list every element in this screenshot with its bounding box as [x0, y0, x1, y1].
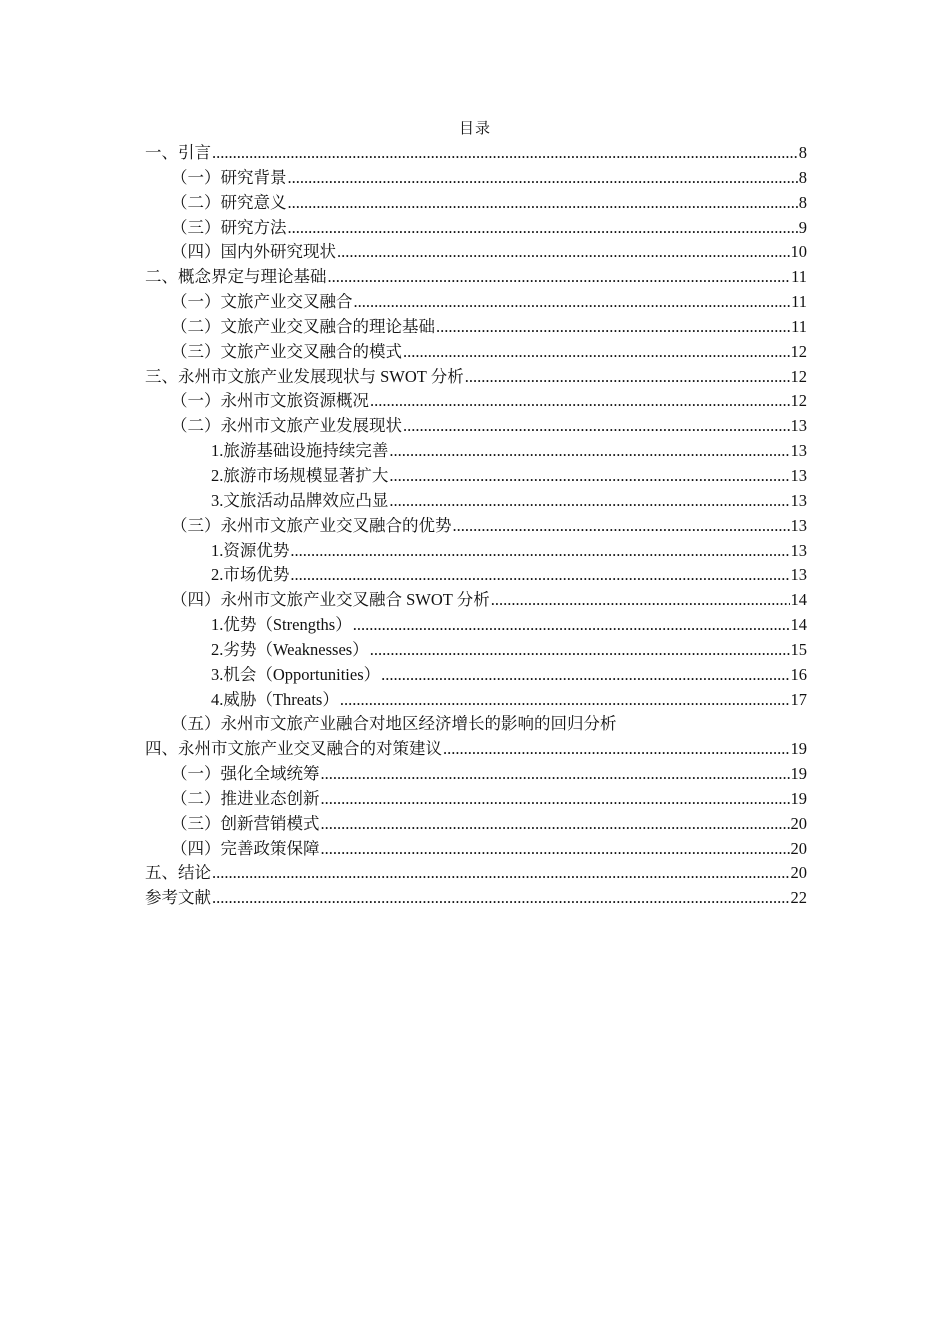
toc-entry-label: 2.旅游市场规模显著扩大: [211, 465, 389, 485]
toc-dot-leader: [321, 812, 790, 837]
toc-entry-label: 一、引言: [145, 143, 211, 162]
toc-entry[interactable]: [145, 464, 807, 489]
toc-dot-leader: [389, 489, 789, 514]
toc-entry[interactable]: [145, 837, 807, 862]
toc-entry[interactable]: [145, 365, 807, 390]
toc-dot-leader: [290, 563, 789, 588]
toc-entry[interactable]: [145, 563, 807, 588]
toc-entry[interactable]: [145, 787, 807, 812]
toc-entry-page-number: 11: [791, 292, 807, 312]
toc-entry-label: （一）文旅产业交叉融合: [171, 292, 353, 312]
toc-entry[interactable]: [145, 265, 807, 290]
toc-entry-page-number: 14: [790, 590, 807, 610]
toc-entry-page-number: 12: [790, 341, 807, 361]
toc-entry-label: （五）永州市文旅产业融合对地区经济增长的影响的回归分析: [171, 714, 617, 734]
toc-entry-label: （一）研究背景: [171, 167, 287, 187]
toc-entry[interactable]: [145, 762, 807, 787]
toc-entry[interactable]: [145, 489, 807, 514]
toc-entry[interactable]: [145, 340, 807, 365]
toc-entry[interactable]: [145, 414, 807, 439]
toc-dot-leader: [212, 886, 790, 911]
toc-entry-page-number: 19: [790, 739, 807, 759]
toc-entry-page-number: 19: [790, 788, 807, 808]
toc-dot-leader: [389, 464, 789, 489]
toc-entry[interactable]: [145, 688, 807, 713]
toc-entry[interactable]: [145, 240, 807, 265]
toc-dot-leader: [389, 439, 789, 464]
toc-entry-page-number: 13: [790, 565, 807, 585]
toc-entry[interactable]: [145, 588, 807, 613]
toc-entry-label: （二）推进业态创新: [171, 788, 320, 808]
toc-entry-page-number: 13: [790, 540, 807, 560]
toc-entry[interactable]: [145, 514, 807, 539]
toc-dot-leader: [321, 837, 790, 862]
toc-entry-label: （三）永州市文旅产业交叉融合的优势: [171, 515, 452, 535]
toc-entry-page-number: 14: [790, 615, 807, 635]
toc-dot-leader: [290, 539, 789, 564]
toc-entry-page-number: 13: [790, 515, 807, 535]
toc-dot-leader: [288, 166, 798, 191]
toc-entry[interactable]: [145, 737, 807, 762]
toc-dot-leader: [340, 688, 790, 713]
toc-entry-page-number: 13: [790, 490, 807, 510]
toc-entry-label: 1.优势（Strengths）: [211, 615, 352, 635]
toc-entry-label: （三）创新营销模式: [171, 813, 320, 833]
toc-entry-label: （一）强化全域统筹: [171, 764, 320, 784]
toc-entry-page-number: 22: [790, 888, 807, 908]
toc-entry[interactable]: [145, 191, 807, 216]
toc-dot-leader: [353, 613, 790, 638]
toc-entry-label: 四、永州市文旅产业交叉融合的对策建议: [145, 739, 442, 759]
toc-entry-page-number: 15: [790, 639, 807, 659]
toc-entry-page-number: 17: [790, 689, 807, 709]
toc-entry-label: 二、概念界定与理论基础: [145, 267, 327, 287]
toc-entry[interactable]: [145, 638, 807, 663]
toc-entry-page-number: 12: [790, 391, 807, 411]
toc-entry[interactable]: [145, 216, 807, 241]
toc-entry-label: 3.机会（Opportunities）: [211, 664, 381, 684]
toc-entry-label: （四）完善政策保障: [171, 838, 320, 858]
toc-dot-leader: [453, 514, 790, 539]
toc-entry[interactable]: [145, 439, 807, 464]
toc-entry[interactable]: [145, 812, 807, 837]
toc-dot-leader: [212, 861, 790, 886]
toc-dot-leader: [403, 414, 790, 439]
toc-dot-leader: [288, 216, 798, 241]
toc-dot-leader: [465, 365, 790, 390]
toc-entry-page-number: 20: [790, 838, 807, 858]
toc-entry-label: 三、永州市文旅产业发展现状与 SWOT 分析: [145, 366, 464, 386]
toc-entry-label: （四）国内外研究现状: [171, 242, 336, 262]
toc-dot-leader: [337, 240, 790, 265]
toc-entry-label: 1.旅游基础设施持续完善: [211, 441, 389, 461]
toc-dot-leader: [370, 638, 790, 663]
toc-entry[interactable]: [145, 141, 807, 166]
toc-entry-label: 2.市场优势: [211, 565, 290, 585]
toc-entry[interactable]: [145, 166, 807, 191]
toc-entry-label: 4.威胁（Threats）: [211, 689, 339, 709]
toc-dot-leader: [403, 340, 790, 365]
toc-title: 目录: [458, 121, 491, 137]
toc-entry-page-number: 16: [790, 664, 807, 684]
toc-dot-leader: [321, 787, 790, 812]
toc-entry-page-number: 12: [790, 366, 807, 386]
toc-entry-label: 2.劣势（Weaknesses）: [211, 639, 369, 659]
toc-entry-page-number: 10: [790, 242, 807, 262]
toc-entry[interactable]: [145, 712, 807, 737]
toc-dot-leader: [491, 588, 790, 613]
toc-entry-page-number: 8: [798, 143, 807, 162]
toc-dot-leader: [354, 290, 791, 315]
toc-entry-label: （三）文旅产业交叉融合的模式: [171, 341, 402, 361]
toc-dot-leader: [328, 265, 791, 290]
toc-entry[interactable]: [145, 861, 807, 886]
toc-entry[interactable]: [145, 290, 807, 315]
toc-dot-leader: [443, 737, 790, 762]
toc-entry-label: 3.文旅活动品牌效应凸显: [211, 490, 389, 510]
toc-entry-page-number: 13: [790, 465, 807, 485]
toc-entry-page-number: 13: [790, 441, 807, 461]
toc-entry-page-number: 19: [790, 764, 807, 784]
toc-entry-page-number: 11: [791, 316, 807, 336]
toc-entry-label: （二）研究意义: [171, 192, 287, 212]
toc-dot-leader: [436, 315, 790, 340]
toc-entry-label: 参考文献: [145, 888, 211, 908]
toc-entry-page-number: 8: [798, 192, 807, 212]
toc-dot-leader: [381, 663, 789, 688]
toc-entry-page-number: 9: [798, 217, 807, 237]
toc-dot-leader: [321, 762, 790, 787]
toc-dot-leader: [370, 389, 790, 414]
toc-entry-label: 五、结论: [145, 863, 211, 883]
toc-entry-label: （二）永州市文旅产业发展现状: [171, 416, 402, 436]
toc-entry-label: （一）永州市文旅资源概况: [171, 391, 369, 411]
toc-entry[interactable]: [145, 613, 807, 638]
toc-dot-leader: [288, 191, 798, 216]
toc-entry-page-number: 11: [791, 267, 807, 287]
toc-entry-label: 1.资源优势: [211, 540, 290, 560]
toc-entry[interactable]: [145, 539, 807, 564]
toc-entry-label: （四）永州市文旅产业交叉融合 SWOT 分析: [171, 590, 490, 610]
toc-entry-label: （三）研究方法: [171, 217, 287, 237]
toc-entry-page-number: 20: [790, 813, 807, 833]
toc-entry[interactable]: [145, 663, 807, 688]
toc-entry-page-number: 8: [798, 167, 807, 187]
toc-entry[interactable]: [145, 886, 807, 911]
toc-entry-label: （二）文旅产业交叉融合的理论基础: [171, 316, 435, 336]
toc-entry-page-number: 13: [790, 416, 807, 436]
toc-entry-page-number: 20: [790, 863, 807, 883]
table-of-contents: [145, 141, 807, 911]
toc-entry[interactable]: [145, 315, 807, 340]
toc-entry[interactable]: [145, 389, 807, 414]
toc-dot-leader: [212, 141, 798, 166]
